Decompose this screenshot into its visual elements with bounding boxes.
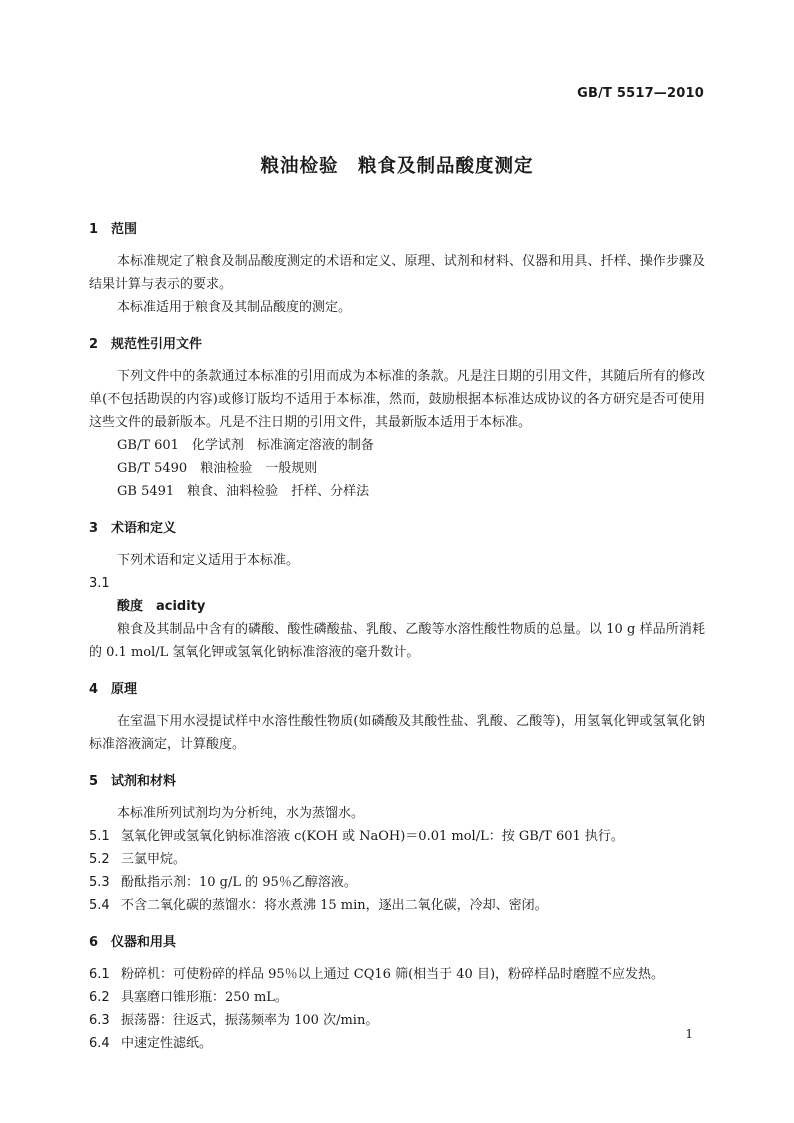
section-heading-1	[89, 218, 705, 237]
item-number: 5.3	[89, 875, 110, 890]
paragraph: 本标准规定了粮食及制品酸度测定的术语和定义、原理、试剂和材料、仪器和用具、扦样、操作步骤及结果计算与表示的要求。	[89, 254, 705, 292]
section-title: 术语和定义	[111, 521, 177, 536]
item-number: 6.4	[89, 1036, 110, 1051]
list-item	[89, 963, 705, 986]
item-number: 6.3	[89, 1013, 110, 1028]
reference-item: GB 5491 粮食、油料检验 扦样、分样法	[117, 484, 370, 499]
paragraph: 本标准所列试剂均为分析纯，水为蒸馏水。	[117, 806, 365, 821]
paragraph: 下列术语和定义适用于本标准。	[117, 553, 300, 568]
item-number: 5.4	[89, 898, 110, 913]
section-heading-4	[89, 678, 705, 697]
section-number: 2	[89, 337, 99, 352]
item-text: 振荡器：往返式，振荡频率为 100 次/min。	[121, 1013, 379, 1028]
reference-item: GB/T 601 化学试剂 标准滴定溶液的制备	[117, 438, 374, 453]
item-number: 5.1	[89, 829, 110, 844]
item-number: 6.1	[89, 967, 110, 982]
section-heading-5	[89, 770, 705, 789]
section-heading-2	[89, 333, 705, 352]
item-text: 不含二氧化碳的蒸馏水：将水煮沸 15 min，逐出二氧化碳，冷却、密闭。	[121, 898, 548, 913]
section-heading-6	[89, 931, 705, 950]
standard-number: GB/T 5517—2010	[577, 86, 704, 101]
section-number: 3	[89, 521, 99, 536]
item-number: 5.2	[89, 852, 110, 867]
section-number: 4	[89, 682, 99, 697]
item-number: 6.2	[89, 990, 110, 1005]
section-number: 6	[89, 935, 99, 950]
item-text: 具塞磨口锥形瓶：250 mL。	[121, 990, 288, 1005]
term-name: 酸度 acidity	[117, 599, 206, 614]
list-item	[89, 825, 705, 848]
section-title: 原理	[111, 682, 138, 697]
section-number: 5	[89, 774, 99, 789]
list-item	[89, 1032, 705, 1055]
list-item	[89, 871, 705, 894]
paragraph: 本标准适用于粮食及其制品酸度的测定。	[117, 300, 352, 315]
term-number: 3.1	[89, 576, 110, 591]
list-item	[89, 1009, 705, 1032]
section-title: 仪器和用具	[111, 935, 177, 950]
list-item	[89, 986, 705, 1009]
section-number: 1	[89, 222, 99, 237]
item-text: 三氯甲烷。	[121, 852, 187, 867]
document-body	[89, 218, 705, 1055]
paragraph: 下列文件中的条款通过本标准的引用而成为本标准的条款。凡是注日期的引用文件，其随后所有的修改单(不包括勘误的内容)或修订版均不适用于本标准，然而，鼓励根据本标准达成协议的各方研究是否可使用这些文件的最新版本。凡是不注日期的引用文件，其最新版本适用于本标准。	[89, 369, 705, 430]
list-item	[89, 894, 705, 917]
section-title: 范围	[111, 222, 138, 237]
page-number: 1	[685, 1027, 693, 1041]
paragraph: 在室温下用水浸提试样中水溶性酸性物质(如磷酸及其酸性盐、乳酸、乙酸等)，用氢氧化钾或氢氧化钠标准溶液滴定，计算酸度。	[89, 714, 705, 752]
list-item	[89, 848, 705, 871]
term-definition: 粮食及其制品中含有的磷酸、酸性磷酸盐、乳酸、乙酸等水溶性酸性物质的总量。以 10 g 样品所消耗的 0.1 mol/L 氢氧化钾或氢氧化钠标准溶液的毫升数计。	[89, 622, 705, 660]
reference-item: GB/T 5490 粮油检验 一般规则	[117, 461, 318, 476]
section-heading-3	[89, 517, 705, 536]
item-text: 酚酞指示剂：10 g/L 的 95％乙醇溶液。	[121, 875, 357, 890]
section-title: 规范性引用文件	[111, 337, 203, 352]
item-text: 粉碎机：可使粉碎的样品 95％以上通过 CQ16 筛(相当于 40 目)，粉碎样品时磨膛不应发热。	[121, 967, 665, 982]
item-text: 氢氧化钾或氢氧化钠标准溶液 c(KOH 或 NaOH)＝0.01 mol/L：按 GB/T 601 执行。	[121, 829, 624, 844]
document-title: 粮油检验 粮食及制品酸度测定	[260, 156, 534, 177]
item-text: 中速定性滤纸。	[121, 1036, 213, 1051]
section-title: 试剂和材料	[111, 774, 177, 789]
